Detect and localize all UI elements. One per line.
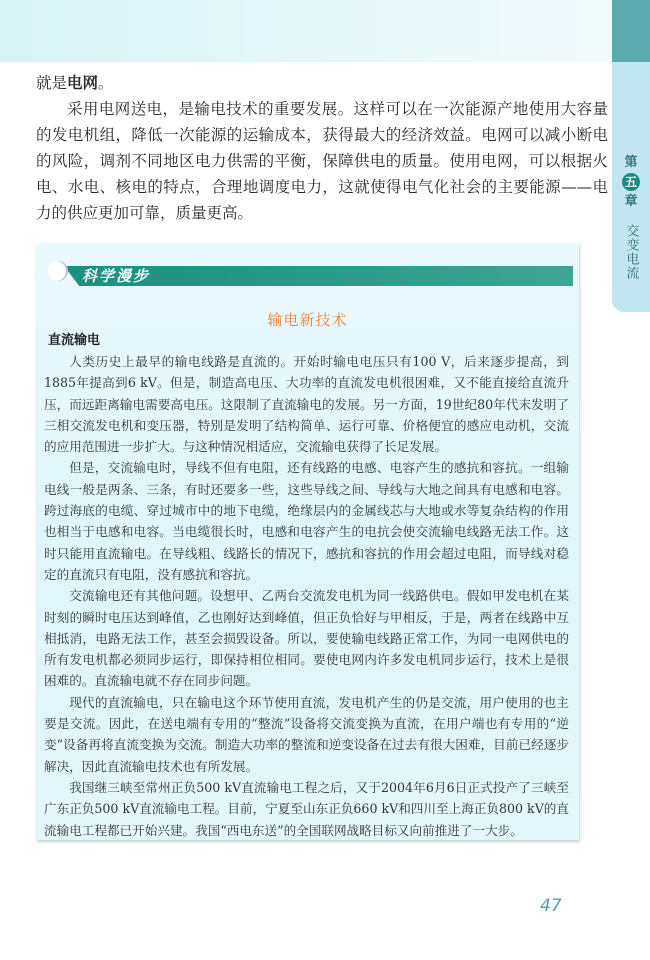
intro-line-1	[36, 70, 608, 96]
page-number: 47	[540, 896, 562, 916]
side-tab-top	[612, 0, 650, 62]
box-paragraph: 交流输电还有其他问题。设想甲、乙两台交流发电机为同一线路供电。假如甲发电机在某时刻的瞬时电压达到峰值，乙也刚好达到峰值，但正负恰好与甲相反，于是，两者在线路中互相抵消，电路无法工作，甚至会损毁设备。所以，要使输电线路正常工作，为同一电网供电的所有发电机都必须同步运行，即保持相位相同。要使电网内许多发电机同步运行，技术上是很困难的。直流输电就不存在同步问题。	[44, 588, 569, 689]
science-banner	[48, 263, 573, 283]
box-paragraph: 我国继三峡至常州正负500 kV直流输电工程之后，又于2004年6月6日正式投产了三峡至广东正负500 kV直流输电工程。目前，宁夏至山东正负660 kV和四川至上海正负800 kV的直流输电工程都已开始兴建。我国“西电东送”的全国联网战略目标又向前推进了一大步。	[44, 779, 569, 838]
chapter-label	[612, 154, 650, 280]
section-heading: 直流输电	[48, 333, 101, 348]
chapter-side-tab	[612, 62, 650, 312]
intro-paragraph: 采用电网送电，是输电技术的重要发展。这样可以在一次能源产地使用大容量的发电机组，降低一次能源的运输成本，获得最大的经济效益。电网可以减小断电的风险，调剂不同地区电力供需的平衡，保障供电的质量。使用电网，可以根据火电、水电、核电的特点，合理地调度电力，这就使得电气化社会的主要能源——电力的供应更加可靠，质量更高。	[36, 100, 608, 222]
page-header-band	[0, 0, 612, 62]
banner-circle-icon	[48, 261, 68, 281]
box-body	[44, 331, 569, 841]
box-paragraph: 现代的直流输电，只在输电这个环节使用直流，发电机产生的仍是交流，用户使用的也主要是交流。因此，在送电端有专用的“整流”设备将交流变换为直流，在用户端也有专用的“逆变”设备再将直流变换为交流。制造大功率的整流和逆变设备在过去有很大困难，目前已经逐步解决，因此直流输电技术也有所发展。	[44, 694, 569, 774]
intro-line-prefix: 就是	[36, 74, 68, 92]
box-title: 输电新技术	[267, 311, 348, 329]
chapter-title: 交变电流	[623, 224, 639, 280]
intro-text	[36, 70, 608, 226]
term-power-grid: 电网	[67, 74, 99, 92]
box-paragraph: 人类历史上最早的输电线路是直流的。开始时输电电压只有100 V，后来逐步提高，到1885年提高到6 kV。但是，制造高电压、大功率的直流发电机很困难，又不能直接给直流升压，而远距离输电需要高电压。这限制了直流输电的发展。另一方面，19世纪80年代末发明了三相交流发电机和变压器，特别是发明了结构简单、运行可靠、价格便宜的感应电动机，交流的应用范围进一步扩大。与这种情况相适应，交流输电获得了长足发展。	[44, 354, 569, 455]
box-paragraph: 但是，交流输电时，导线不但有电阻，还有线路的电感、电容产生的感抗和容抗。一组输电线一般是两条、三条，有时还要多一些，这些导线之间、导线与大地之间具有电感和电容。跨过海底的电缆、穿过城市中的地下电缆，绝缘层内的金属线芯与大地或水等复杂结构的作用也相当于电感和电容。当电缆很长时，电感和电容产生的电抗会使交流输电线路无法工作。这时只能用直流输电。在导线粗、线路长的情况下，感抗和容抗的作用会超过电阻，而导线对稳定的直流只有电阻，没有感抗和容抗。	[44, 460, 569, 582]
science-sidebar-box	[36, 243, 579, 840]
banner-label: 科学漫步	[82, 267, 151, 285]
intro-line-suffix: 。	[98, 74, 114, 92]
chapter-number-badge: 五	[622, 173, 640, 191]
chapter-suffix: 章	[624, 194, 638, 209]
chapter-prefix: 第	[624, 155, 638, 170]
